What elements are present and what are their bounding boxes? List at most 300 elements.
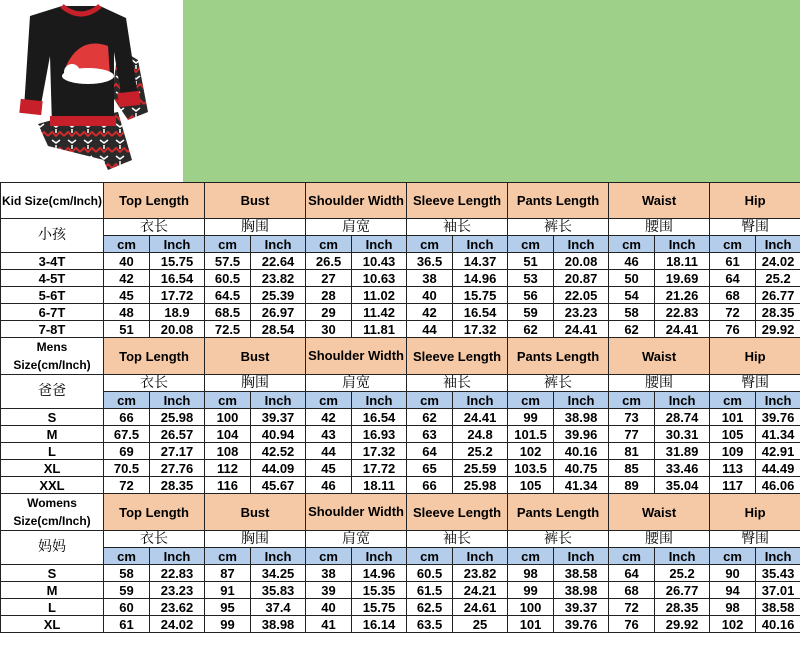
column-header: Pants Length — [508, 338, 609, 375]
size-value: 91 — [205, 582, 251, 599]
unit-cm: cm — [508, 548, 554, 565]
size-value: 33.46 — [655, 460, 710, 477]
size-row — [1, 304, 800, 321]
size-value: 17.72 — [150, 287, 205, 304]
section-label-cn: 妈妈 — [1, 531, 104, 565]
size-value: 14.96 — [352, 565, 407, 582]
size-value: 57.5 — [205, 253, 251, 270]
size-value: 23.82 — [453, 565, 508, 582]
size-value: 62 — [609, 321, 655, 338]
size-value: 11.42 — [352, 304, 407, 321]
size-value: 10.63 — [352, 270, 407, 287]
unit-inch: Inch — [554, 392, 609, 409]
size-row — [1, 565, 800, 582]
column-header-cn: 袖长 — [407, 219, 508, 236]
section-cn-row — [1, 531, 800, 548]
size-value: 10.43 — [352, 253, 407, 270]
column-header-cn: 衣长 — [104, 219, 205, 236]
size-value: 76 — [710, 321, 756, 338]
size-value: 65 — [407, 460, 453, 477]
unit-inch: Inch — [150, 236, 205, 253]
column-header: Hip — [710, 338, 800, 375]
column-header: Bust — [205, 494, 306, 531]
size-value: 41 — [306, 616, 352, 633]
size-value: 28.74 — [655, 409, 710, 426]
section-title: Kid Size(cm/Inch) — [1, 183, 104, 219]
size-value: 103.5 — [508, 460, 554, 477]
unit-inch: Inch — [756, 236, 800, 253]
size-value: 59 — [104, 582, 150, 599]
size-value: 27 — [306, 270, 352, 287]
size-value: 54 — [609, 287, 655, 304]
size-row — [1, 616, 800, 633]
size-row — [1, 253, 800, 270]
size-value: 62.5 — [407, 599, 453, 616]
size-value: 113 — [710, 460, 756, 477]
section-cn-row — [1, 375, 800, 392]
column-header-cn: 腰围 — [609, 219, 710, 236]
size-value: 44.09 — [251, 460, 306, 477]
unit-cm: cm — [104, 548, 150, 565]
size-value: 100 — [508, 599, 554, 616]
column-header-cn: 衣长 — [104, 375, 205, 392]
size-value: 73 — [609, 409, 655, 426]
column-header: Shoulder Width — [306, 494, 407, 531]
size-value: 25.98 — [453, 477, 508, 494]
size-value: 50 — [609, 270, 655, 287]
size-value: 38.98 — [251, 616, 306, 633]
size-value: 51 — [104, 321, 150, 338]
size-value: 64 — [407, 443, 453, 460]
size-value: 22.05 — [554, 287, 609, 304]
size-value: 109 — [710, 443, 756, 460]
column-header-cn: 肩宽 — [306, 375, 407, 392]
size-value: 101 — [710, 409, 756, 426]
size-value: 23.62 — [150, 599, 205, 616]
column-header-cn: 臀围 — [710, 219, 800, 236]
size-value: 35.83 — [251, 582, 306, 599]
size-value: 95 — [205, 599, 251, 616]
column-header: Top Length — [104, 183, 205, 219]
size-value: 59 — [508, 304, 554, 321]
size-value: 25.59 — [453, 460, 508, 477]
size-value: 11.02 — [352, 287, 407, 304]
top-banner — [0, 0, 800, 182]
size-value: 45 — [104, 287, 150, 304]
unit-cm: cm — [609, 236, 655, 253]
column-header-cn: 腰围 — [609, 375, 710, 392]
unit-cm: cm — [407, 236, 453, 253]
size-value: 40.94 — [251, 426, 306, 443]
unit-cm: cm — [508, 236, 554, 253]
size-value: 112 — [205, 460, 251, 477]
column-header: Waist — [609, 338, 710, 375]
size-value: 42.91 — [756, 443, 800, 460]
column-header: Waist — [609, 494, 710, 531]
column-header: Sleeve Length — [407, 338, 508, 375]
unit-inch: Inch — [352, 548, 407, 565]
size-value: 44 — [306, 443, 352, 460]
unit-cm: cm — [407, 392, 453, 409]
size-label: 5-6T — [1, 287, 104, 304]
unit-cm: cm — [104, 392, 150, 409]
size-row — [1, 477, 800, 494]
size-value: 35.43 — [756, 565, 800, 582]
size-value: 40.75 — [554, 460, 609, 477]
column-header: Pants Length — [508, 183, 609, 219]
unit-cm: cm — [609, 392, 655, 409]
size-value: 40 — [407, 287, 453, 304]
size-value: 77 — [609, 426, 655, 443]
size-value: 39.76 — [554, 616, 609, 633]
size-value: 22.64 — [251, 253, 306, 270]
size-value: 105 — [508, 477, 554, 494]
size-value: 28 — [306, 287, 352, 304]
size-value: 42 — [104, 270, 150, 287]
unit-cm: cm — [205, 392, 251, 409]
size-value: 24.41 — [554, 321, 609, 338]
size-value: 24.41 — [453, 409, 508, 426]
size-label: 7-8T — [1, 321, 104, 338]
column-header-cn: 裤长 — [508, 531, 609, 548]
size-value: 45 — [306, 460, 352, 477]
size-value: 15.75 — [453, 287, 508, 304]
unit-inch: Inch — [150, 392, 205, 409]
size-value: 62 — [508, 321, 554, 338]
unit-inch: Inch — [756, 392, 800, 409]
column-header-cn: 裤长 — [508, 375, 609, 392]
unit-inch: Inch — [655, 392, 710, 409]
size-label: 4-5T — [1, 270, 104, 287]
size-value: 64 — [609, 565, 655, 582]
size-value: 29.92 — [655, 616, 710, 633]
column-header-cn: 腰围 — [609, 531, 710, 548]
size-value: 117 — [710, 477, 756, 494]
unit-inch: Inch — [251, 392, 306, 409]
unit-inch: Inch — [150, 548, 205, 565]
size-value: 17.32 — [352, 443, 407, 460]
size-value: 26.77 — [756, 287, 800, 304]
size-value: 102 — [710, 616, 756, 633]
size-value: 24.8 — [453, 426, 508, 443]
size-value: 38.58 — [554, 565, 609, 582]
column-header-cn: 臀围 — [710, 531, 800, 548]
size-value: 27.17 — [150, 443, 205, 460]
size-value: 39.37 — [251, 409, 306, 426]
column-header-cn: 胸围 — [205, 219, 306, 236]
pajama-image — [0, 0, 183, 182]
size-value: 60.5 — [407, 565, 453, 582]
size-value: 21.26 — [655, 287, 710, 304]
size-value: 30.31 — [655, 426, 710, 443]
column-header: Hip — [710, 494, 800, 531]
size-value: 20.08 — [150, 321, 205, 338]
size-value: 108 — [205, 443, 251, 460]
size-value: 42 — [407, 304, 453, 321]
size-value: 62 — [407, 409, 453, 426]
size-value: 16.54 — [150, 270, 205, 287]
size-value: 105 — [710, 426, 756, 443]
size-value: 100 — [205, 409, 251, 426]
size-value: 24.02 — [150, 616, 205, 633]
size-value: 18.9 — [150, 304, 205, 321]
size-value: 101 — [508, 616, 554, 633]
size-value: 38 — [407, 270, 453, 287]
size-row — [1, 443, 800, 460]
size-value: 61 — [710, 253, 756, 270]
size-value: 85 — [609, 460, 655, 477]
size-value: 23.23 — [150, 582, 205, 599]
size-value: 87 — [205, 565, 251, 582]
unit-row — [1, 392, 800, 409]
size-value: 51 — [508, 253, 554, 270]
size-value: 18.11 — [352, 477, 407, 494]
size-label: S — [1, 409, 104, 426]
size-value: 61.5 — [407, 582, 453, 599]
column-header: Waist — [609, 183, 710, 219]
column-header: Shoulder Width — [306, 183, 407, 219]
size-value: 99 — [205, 616, 251, 633]
column-header-cn: 胸围 — [205, 375, 306, 392]
size-row — [1, 460, 800, 477]
size-value: 42 — [306, 409, 352, 426]
column-header: Pants Length — [508, 494, 609, 531]
size-value: 15.75 — [352, 599, 407, 616]
column-header-cn: 胸围 — [205, 531, 306, 548]
column-header-cn: 袖长 — [407, 531, 508, 548]
size-row — [1, 321, 800, 338]
section-header-row — [1, 183, 800, 219]
column-header: Bust — [205, 338, 306, 375]
size-value: 102 — [508, 443, 554, 460]
size-value: 81 — [609, 443, 655, 460]
size-value: 66 — [407, 477, 453, 494]
size-row — [1, 582, 800, 599]
size-value: 101.5 — [508, 426, 554, 443]
size-value: 99 — [508, 409, 554, 426]
size-label: XL — [1, 616, 104, 633]
size-value: 70.5 — [104, 460, 150, 477]
column-header-cn: 袖长 — [407, 375, 508, 392]
unit-row — [1, 236, 800, 253]
unit-inch: Inch — [251, 236, 306, 253]
size-value: 68 — [609, 582, 655, 599]
column-header: Top Length — [104, 494, 205, 531]
size-value: 60.5 — [205, 270, 251, 287]
size-value: 29.92 — [756, 321, 800, 338]
size-value: 24.21 — [453, 582, 508, 599]
size-value: 28.35 — [655, 599, 710, 616]
size-value: 18.11 — [655, 253, 710, 270]
unit-inch: Inch — [453, 392, 508, 409]
size-value: 39.96 — [554, 426, 609, 443]
size-row — [1, 270, 800, 287]
size-value: 68.5 — [205, 304, 251, 321]
size-value: 89 — [609, 477, 655, 494]
size-value: 39 — [306, 582, 352, 599]
unit-inch: Inch — [352, 392, 407, 409]
size-value: 38.98 — [554, 409, 609, 426]
size-value: 116 — [205, 477, 251, 494]
unit-cm: cm — [508, 392, 554, 409]
size-value: 25.2 — [655, 565, 710, 582]
size-value: 17.72 — [352, 460, 407, 477]
unit-cm: cm — [104, 236, 150, 253]
size-label: L — [1, 599, 104, 616]
size-value: 35.04 — [655, 477, 710, 494]
unit-inch: Inch — [453, 236, 508, 253]
size-value: 31.89 — [655, 443, 710, 460]
unit-inch: Inch — [251, 548, 306, 565]
size-value: 68 — [710, 287, 756, 304]
size-value: 16.54 — [352, 409, 407, 426]
size-value: 24.61 — [453, 599, 508, 616]
size-value: 90 — [710, 565, 756, 582]
size-value: 27.76 — [150, 460, 205, 477]
unit-cm: cm — [205, 236, 251, 253]
size-value: 40 — [104, 253, 150, 270]
size-value: 38.98 — [554, 582, 609, 599]
column-header: Sleeve Length — [407, 183, 508, 219]
size-value: 38 — [306, 565, 352, 582]
size-value: 46 — [306, 477, 352, 494]
column-header-cn: 肩宽 — [306, 219, 407, 236]
size-value: 41.34 — [756, 426, 800, 443]
size-value: 41.34 — [554, 477, 609, 494]
unit-cm: cm — [205, 548, 251, 565]
size-value: 76 — [609, 616, 655, 633]
size-label: S — [1, 565, 104, 582]
size-value: 39.76 — [756, 409, 800, 426]
unit-cm: cm — [306, 392, 352, 409]
size-value: 72 — [710, 304, 756, 321]
size-value: 58 — [609, 304, 655, 321]
unit-inch: Inch — [554, 236, 609, 253]
size-value: 25.98 — [150, 409, 205, 426]
size-value: 58 — [104, 565, 150, 582]
section-label-cn: 爸爸 — [1, 375, 104, 409]
size-value: 15.75 — [150, 253, 205, 270]
size-value: 15.35 — [352, 582, 407, 599]
size-label: M — [1, 582, 104, 599]
size-value: 60 — [104, 599, 150, 616]
size-row — [1, 426, 800, 443]
size-value: 16.54 — [453, 304, 508, 321]
size-value: 63.5 — [407, 616, 453, 633]
size-value: 16.14 — [352, 616, 407, 633]
size-label: M — [1, 426, 104, 443]
size-value: 19.69 — [655, 270, 710, 287]
column-header-cn: 臀围 — [710, 375, 800, 392]
size-value: 63 — [407, 426, 453, 443]
unit-cm: cm — [710, 392, 756, 409]
unit-cm: cm — [306, 236, 352, 253]
size-value: 14.37 — [453, 253, 508, 270]
size-value: 45.67 — [251, 477, 306, 494]
size-value: 25.39 — [251, 287, 306, 304]
size-value: 72 — [104, 477, 150, 494]
unit-inch: Inch — [655, 548, 710, 565]
unit-cm: cm — [407, 548, 453, 565]
section-label-cn: 小孩 — [1, 219, 104, 253]
column-header: Bust — [205, 183, 306, 219]
size-value: 24.41 — [655, 321, 710, 338]
size-value: 29 — [306, 304, 352, 321]
size-value: 28.35 — [756, 304, 800, 321]
size-value: 56 — [508, 287, 554, 304]
size-value: 72.5 — [205, 321, 251, 338]
size-value: 16.93 — [352, 426, 407, 443]
size-value: 37.01 — [756, 582, 800, 599]
column-header: Hip — [710, 183, 800, 219]
unit-cm: cm — [609, 548, 655, 565]
section-header-row — [1, 494, 800, 531]
size-value: 44 — [407, 321, 453, 338]
column-header: Top Length — [104, 338, 205, 375]
size-row — [1, 287, 800, 304]
size-value: 39.37 — [554, 599, 609, 616]
size-value: 66 — [104, 409, 150, 426]
section-title: Womens Size(cm/Inch) — [1, 494, 104, 531]
size-value: 98 — [508, 565, 554, 582]
size-value: 23.23 — [554, 304, 609, 321]
size-value: 22.83 — [150, 565, 205, 582]
size-row — [1, 409, 800, 426]
size-value: 14.96 — [453, 270, 508, 287]
section-header-row — [1, 338, 800, 375]
size-value: 22.83 — [655, 304, 710, 321]
size-value: 25.2 — [453, 443, 508, 460]
size-value: 11.81 — [352, 321, 407, 338]
size-value: 26.5 — [306, 253, 352, 270]
column-header-cn: 裤长 — [508, 219, 609, 236]
size-label: XL — [1, 460, 104, 477]
unit-inch: Inch — [756, 548, 800, 565]
size-value: 25.2 — [756, 270, 800, 287]
size-label: XXL — [1, 477, 104, 494]
size-value: 98 — [710, 599, 756, 616]
size-label: 3-4T — [1, 253, 104, 270]
size-chart-table — [0, 182, 800, 633]
size-value: 48 — [104, 304, 150, 321]
size-value: 40 — [306, 599, 352, 616]
size-value: 64.5 — [205, 287, 251, 304]
unit-inch: Inch — [655, 236, 710, 253]
section-cn-row — [1, 219, 800, 236]
unit-inch: Inch — [352, 236, 407, 253]
size-value: 46 — [609, 253, 655, 270]
size-value: 23.82 — [251, 270, 306, 287]
size-value: 36.5 — [407, 253, 453, 270]
size-value: 37.4 — [251, 599, 306, 616]
unit-inch: Inch — [453, 548, 508, 565]
size-value: 20.08 — [554, 253, 609, 270]
size-value: 40.16 — [554, 443, 609, 460]
unit-row — [1, 548, 800, 565]
section-title: Mens Size(cm/Inch) — [1, 338, 104, 375]
size-value: 43 — [306, 426, 352, 443]
column-header-cn: 衣长 — [104, 531, 205, 548]
banner-green-panel — [183, 0, 800, 182]
size-value: 25 — [453, 616, 508, 633]
column-header-cn: 肩宽 — [306, 531, 407, 548]
size-value: 42.52 — [251, 443, 306, 460]
column-header: Shoulder Width — [306, 338, 407, 375]
product-image — [0, 0, 183, 182]
size-value: 26.57 — [150, 426, 205, 443]
size-value: 72 — [609, 599, 655, 616]
size-value: 99 — [508, 582, 554, 599]
